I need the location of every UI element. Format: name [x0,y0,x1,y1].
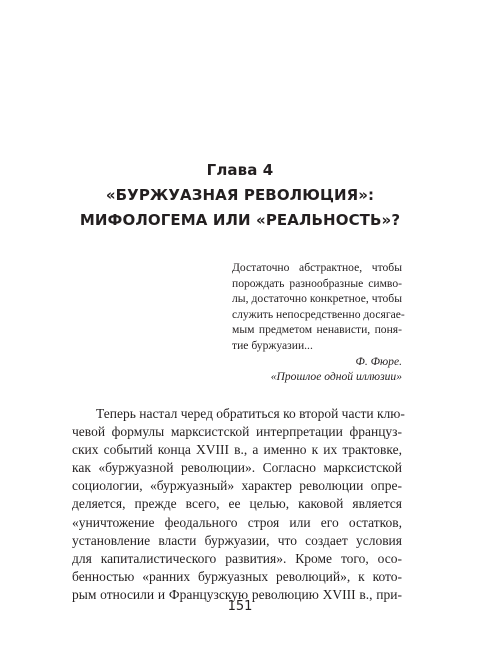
body-line: деляется, прежде всего, ее целью, каковой является [72,496,402,512]
epigraph-line: лы, достаточно конкретное, чтобы [232,292,402,306]
body-line: установление власти буржуазии, что создает условия [72,532,402,548]
body-line: бенностью «ранних буржуазных революций», к кото- [72,568,402,584]
epigraph-line: служить непосредственно досягае- [232,307,405,321]
body-line: «уничтожение феодального строя или его остатков, [72,514,402,530]
chapter-heading [60,158,420,233]
page-number: 151 [227,599,253,614]
body-line: ских событий конца XVIII в., а именно к их трактовке, [72,442,402,458]
chapter-number: Глава 4 [206,161,274,179]
epigraph-line: Достаточно абстрактное, чтобы [232,261,402,274]
body-line: социологии, «буржуазный» характер революции опре- [72,478,402,494]
epigraph [232,260,405,385]
body-line: для капиталистического развития». Кроме того, осо- [72,550,402,566]
epigraph-source-title: «Прошлое одной иллюзии» [270,370,402,384]
epigraph-line: порождать разнообразные симво- [232,276,402,290]
epigraph-author: Ф. Фюре. [355,354,402,368]
chapter-title-line-2: МИФОЛОГЕМА ИЛИ «РЕАЛЬНОСТЬ»? [79,211,401,229]
body-line: Теперь настал черед обратиться ко второй части клю- [96,406,405,421]
body-line: рым относили и Французскую революцию XVIII в., при- [72,586,402,602]
body-paragraph [72,405,405,604]
chapter-title-line-1: «БУРЖУАЗНАЯ РЕВОЛЮЦИЯ»: [105,186,375,204]
body-line: чевой формулы марксистской интерпретации француз- [72,424,402,440]
body-line: как «буржуазной революции». Согласно марксистской [72,460,402,476]
epigraph-line: тие буржуазии... [232,338,313,352]
epigraph-line: мым предметом ненависти, поня- [232,323,402,337]
